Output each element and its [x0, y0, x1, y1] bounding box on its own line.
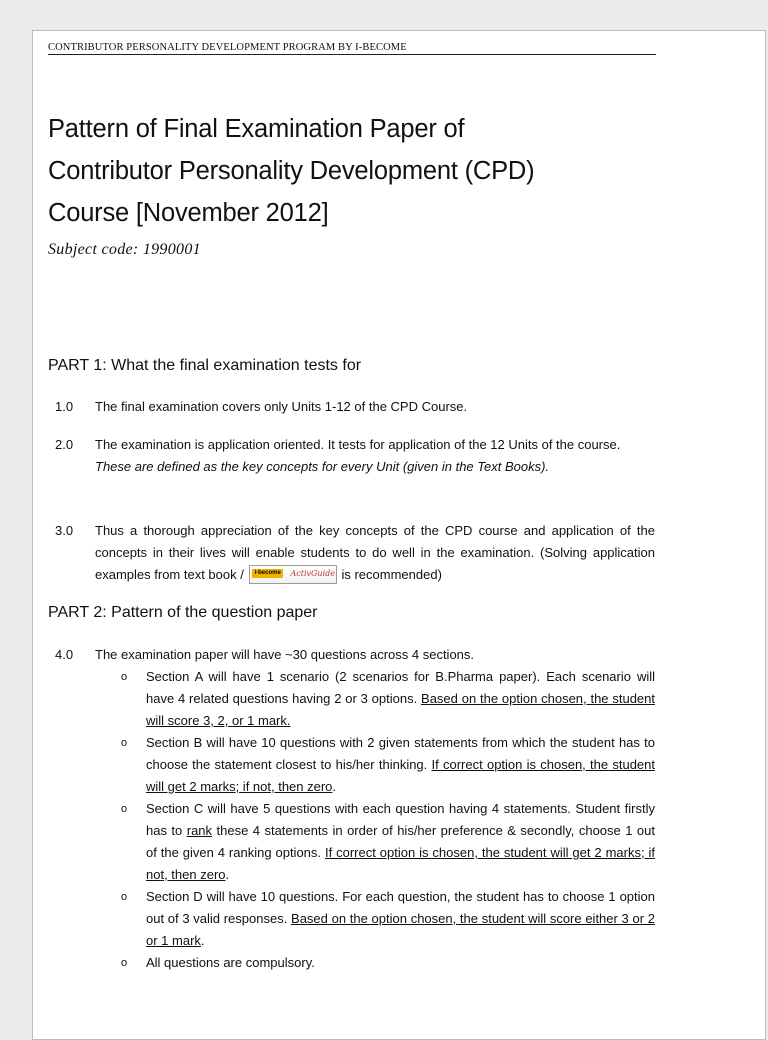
- logo-script: ActivGuide: [290, 568, 335, 578]
- item-4: [55, 644, 655, 974]
- item-number: 4.0: [55, 647, 74, 662]
- bullet-marker: o: [121, 671, 128, 683]
- bullet-marker: o: [121, 737, 128, 749]
- item-text: [95, 520, 655, 586]
- logo-badge: i-become: [254, 569, 281, 576]
- bullet-marker: o: [121, 957, 128, 969]
- part1-heading: PART 1: What the final examination tests for: [48, 357, 362, 374]
- item-text: The final examination covers only Units 1-12 of the CPD Course.: [95, 399, 468, 414]
- title-line-2: Contributor Personality Development (CPD): [48, 157, 535, 185]
- item-text-before: Thus a thorough appreciation of the key concepts of the CPD course and application of the concepts in their lives will enable students to do well in the examination. (Solving application examples from text book /: [95, 523, 655, 582]
- section-list: [101, 666, 655, 974]
- item-3: [55, 520, 655, 586]
- running-header: CONTRIBUTOR PERSONALITY DEVELOPMENT PROGRAM BY I-BECOME: [48, 42, 656, 55]
- item-number: 3.0: [55, 523, 74, 538]
- item-number: 1.0: [55, 399, 74, 414]
- item-text: The examination is application oriented. It tests for application of the 12 Units of the course.: [95, 437, 621, 452]
- item-note: These are defined as the key concepts for every Unit (given in the Text Books).: [95, 459, 550, 474]
- item-text: The examination paper will have ~30 questions across 4 sections.: [95, 647, 475, 662]
- document-title: [48, 108, 688, 234]
- part2-heading: PART 2: Pattern of the question paper: [48, 604, 318, 621]
- list-item: o All questions are compulsory.: [101, 952, 655, 974]
- title-line-3: Course [November 2012]: [48, 199, 329, 227]
- list-item: o Section A will have 1 scenario (2 scenarios for B.Pharma paper). Each scenario will have 4 related questions having 2 or 3 options. Based on the option chosen, the student will score 3, 2, or 1 mark.: [101, 666, 655, 732]
- item-number: 2.0: [55, 437, 74, 452]
- item-text-after: is recommended): [341, 567, 442, 582]
- title-line-1: Pattern of Final Examination Paper of: [48, 115, 465, 143]
- item-1: [55, 396, 655, 418]
- list-item: o Section C will have 5 questions with each question having 4 statements. Student firstly has to rank these 4 statements in order of his/her preference & secondly, choose 1 out of the given 4 ranking options. If correct option is chosen, the student will get 2 marks; if not, then zero.: [101, 798, 655, 886]
- bullet-marker: o: [121, 803, 128, 815]
- item-2: [55, 434, 655, 478]
- activguide-logo: [249, 565, 337, 584]
- bullet-marker: o: [121, 891, 128, 903]
- list-item: o Section B will have 10 questions with 2 given statements from which the student has to choose the statement closest to his/her thinking. If correct option is chosen, the student will get 2 marks; if not, then zero.: [101, 732, 655, 798]
- list-item: o Section D will have 10 questions. For each question, the student has to choose 1 option out of 3 valid responses. Based on the option chosen, the student will score either 3 or 2 or 1 mark.: [101, 886, 655, 952]
- subject-code: Subject code: 1990001: [48, 241, 201, 258]
